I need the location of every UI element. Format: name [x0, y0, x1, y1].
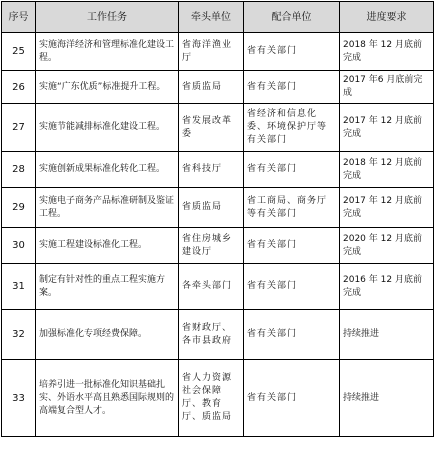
row-task: 实施节能减排标准化建设工程。: [36, 104, 179, 152]
row-task: 制定有针对性的重点工程实施方案。: [36, 264, 179, 310]
header-lead: 牵头单位: [179, 2, 244, 33]
row-no: 31: [2, 264, 36, 310]
row-req: 2017 年 12 月底前完成: [340, 104, 434, 152]
task-table: [1, 1, 434, 437]
row-req: 持续推进: [340, 360, 434, 437]
row-lead: 省人力资源社会保障厅、教育厅、质监局: [179, 360, 244, 437]
row-coop: 省有关部门: [244, 33, 340, 71]
row-req: 2020 年 12 月底前完成: [340, 228, 434, 264]
row-task: 实施工程建设标准化工程。: [36, 228, 179, 264]
header-req: 进度要求: [340, 2, 434, 33]
row-no: 29: [2, 188, 36, 228]
row-coop: 省有关部门: [244, 152, 340, 188]
row-lead: 省财政厅、各市县政府: [179, 310, 244, 360]
row-coop: 省经济和信息化委、环境保护厅等有关部门: [244, 104, 340, 152]
row-task: 实施“广东优质”标准提升工程。: [36, 71, 179, 104]
row-coop: 省有关部门: [244, 71, 340, 104]
row-req: 2018 年 12 月底前完成: [340, 152, 434, 188]
row-no: 27: [2, 104, 36, 152]
table-row: [2, 360, 434, 437]
row-req: 2017 年6 月底前完成: [340, 71, 434, 104]
header-no: 序号: [2, 2, 36, 33]
table-row: [2, 71, 434, 104]
row-req: 2016 年 12 月底前完成: [340, 264, 434, 310]
row-coop: 省有关部门: [244, 264, 340, 310]
row-coop: 省有关部门: [244, 228, 340, 264]
row-no: 28: [2, 152, 36, 188]
row-no: 25: [2, 33, 36, 71]
row-req: 2018 年 12 月底前完成: [340, 33, 434, 71]
header-task: 工作任务: [36, 2, 179, 33]
row-task: 实施海洋经济和管理标准化建设工程。: [36, 33, 179, 71]
row-no: 30: [2, 228, 36, 264]
row-coop: 省工商局、商务厅等有关部门: [244, 188, 340, 228]
row-lead: 省海洋渔业厅: [179, 33, 244, 71]
row-req: 持续推进: [340, 310, 434, 360]
row-no: 33: [2, 360, 36, 437]
row-task: 培养引进一批标准化知识基础扎实、外语水平高且熟悉国际规则的高端复合型人才。: [36, 360, 179, 437]
row-task: 加强标准化专项经费保障。: [36, 310, 179, 360]
table-row: [2, 264, 434, 310]
row-lead: 省发展改革委: [179, 104, 244, 152]
table-row: [2, 228, 434, 264]
row-lead: 各牵头部门: [179, 264, 244, 310]
row-no: 26: [2, 71, 36, 104]
table-row: [2, 152, 434, 188]
row-lead: 省科技厅: [179, 152, 244, 188]
header-coop: 配合单位: [244, 2, 340, 33]
row-task: 实施电子商务产品标准研制及鉴证工程。: [36, 188, 179, 228]
header-row: [2, 2, 434, 33]
row-task: 实施创新成果标准化转化工程。: [36, 152, 179, 188]
row-lead: 省住房城乡建设厅: [179, 228, 244, 264]
table-row: [2, 33, 434, 71]
row-no: 32: [2, 310, 36, 360]
row-coop: 省有关部门: [244, 310, 340, 360]
row-lead: 省质监局: [179, 188, 244, 228]
row-coop: 省有关部门: [244, 360, 340, 437]
table-row: [2, 188, 434, 228]
table-row: [2, 310, 434, 360]
table-row: [2, 104, 434, 152]
row-req: 2017 年 12 月底前完成: [340, 188, 434, 228]
row-lead: 省质监局: [179, 71, 244, 104]
